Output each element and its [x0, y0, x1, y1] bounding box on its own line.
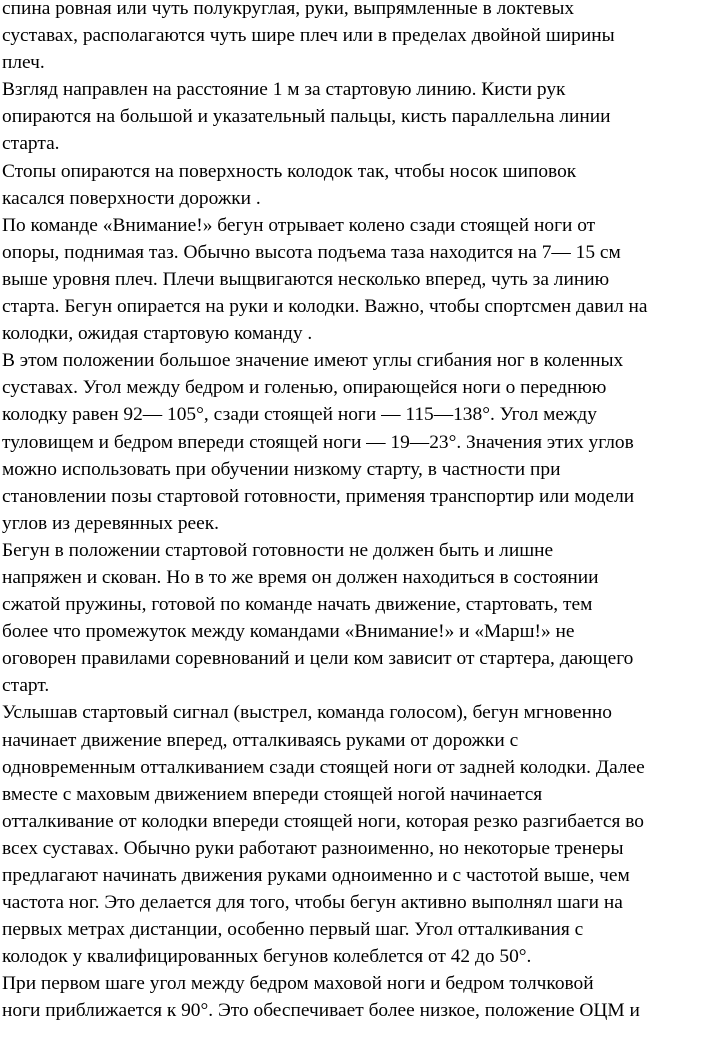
text-line: туловищем и бедром впереди стоящей ноги — 19—23°. Значения этих углов — [2, 431, 634, 453]
text-line: предлагают начинать движения руками одноименно и с частотой выше, чем — [2, 865, 630, 886]
text-line: вместе с маховым движением впереди стоящей ногой начинается — [2, 783, 543, 805]
text-line: спина ровная или чуть полукруглая, руки, выпрямленные в локтевых — [2, 0, 575, 19]
text-line: колодок у квалифицированных бегунов колеблется от 42 до 50°. — [2, 946, 532, 968]
text-line: опоры, поднимая таз. Обычно высота подъема таза находится на 7— 15 см — [2, 241, 621, 263]
text-line: оговорен правилами соревнований и цели ком зависит от стартера, дающего — [2, 648, 634, 670]
text-line: суставах, располагаются чуть шире плеч или в пределах двойной ширины — [2, 25, 615, 47]
text-line: Бегун в положении стартовой готовности не должен быть и лишне — [2, 539, 554, 561]
text-line: Услышав стартовый сигнал (выстрел, команда голосом), бегун мгновенно — [2, 702, 612, 724]
text-line: углов из деревянных реек. — [2, 512, 220, 534]
text-line: По команде «Внимание!» бегун отрывает колено сзади стоящей ноги от — [2, 214, 596, 236]
text-line: плеч. — [2, 52, 45, 74]
text-line: Взгляд направлен на расстояние 1 м за стартовую линию. Кисти рук — [2, 79, 566, 101]
text-line: более что промежуток между командами «Внимание!» и «Марш!» не — [2, 621, 575, 643]
text-line: напряжен и скован. Но в то же время он должен находиться в состоянии — [2, 566, 599, 588]
text-line: частота ног. Это делается для того, чтобы бегун активно выполнял шаги на — [2, 892, 623, 914]
text-line: При первом шаге угол между бедром маховой ноги и бедром толчковой — [2, 973, 594, 995]
text-line: касался поверхности дорожки . — [2, 187, 261, 209]
text-line: опираются на большой и указательный пальцы, кисть параллельна линии — [2, 106, 611, 128]
text-line: всех суставах. Обычно руки работают разноименно, но некоторые тренеры — [2, 837, 624, 859]
text-line: сжатой пружины, готовой по команде начать движение, стартовать, тем — [2, 594, 593, 616]
text-line: В этом положении большое значение имеют углы сгибания ног в коленных — [2, 350, 624, 372]
text-line: ноги приближается к 90°. Это обеспечивает более низкое, положение ОЦМ и — [2, 1000, 640, 1022]
text-line: колодки, ожидая стартовую команду . — [2, 323, 313, 345]
document-page — [2, 0, 704, 1025]
text-line: одновременным отталкиванием сзади стоящей ноги от задней колодки. Далее — [2, 756, 645, 778]
text-line: старт. — [2, 675, 50, 697]
text-line: выше уровня плеч. Плечи выщвигаются несколько вперед, чуть за линию — [2, 268, 610, 290]
text-line: можно использовать при обучении низкому старту, в частности при — [2, 458, 561, 480]
text-line: старта. Бегун опирается на руки и колодки. Важно, чтобы спортсмен давил на — [2, 296, 648, 318]
text-line: становлении позы стартовой готовности, применяя транспортир или модели — [2, 485, 635, 507]
text-line: старта. — [2, 133, 60, 155]
text-line: отталкивание от колодки впереди стоящей ноги, которая резко разгибается во — [2, 810, 644, 832]
text-line: начинает движение вперед, отталкиваясь руками от дорожки с — [2, 729, 519, 751]
text-line: суставах. Угол между бедром и голенью, опирающейся ноги о переднюю — [2, 377, 607, 399]
text-line: Стопы опираются на поверхность колодок так, чтобы носок шиповок — [2, 160, 577, 182]
text-line: колодку равен 92— 105°, сзади стоящей ноги — 115—138°. Угол между — [2, 404, 597, 426]
text-line: первых метрах дистанции, особенно первый шаг. Угол отталкивания с — [2, 919, 584, 941]
